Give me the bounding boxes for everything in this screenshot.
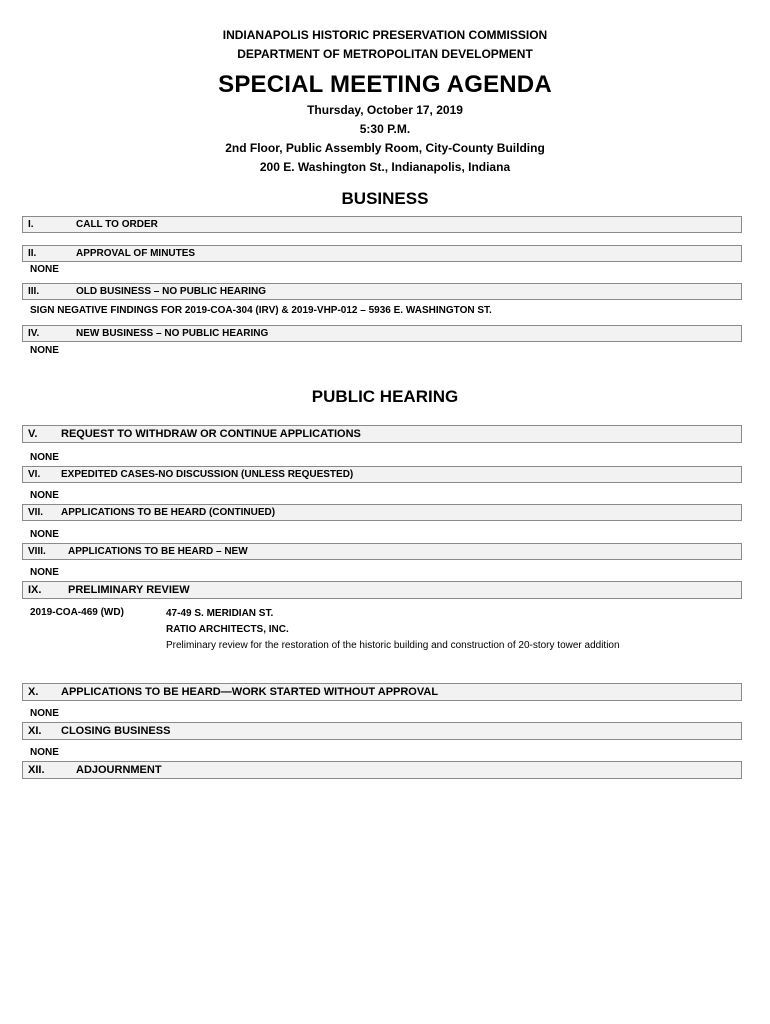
department-name: DEPARTMENT OF METROPOLITAN DEVELOPMENT (237, 47, 533, 61)
item-number: II. (28, 248, 37, 259)
business-heading: BUSINESS (341, 189, 429, 208)
item-label: CALL TO ORDER (76, 219, 158, 230)
item-number: V. (28, 428, 38, 440)
agenda-item-x (22, 683, 742, 701)
item-number: IX. (28, 584, 42, 596)
item-number: XII. (28, 764, 45, 776)
item-note: NONE (30, 345, 59, 356)
case-id: 2019-COA-469 (WD) (30, 607, 124, 618)
public-hearing-heading: PUBLIC HEARING (311, 387, 459, 406)
item-label: OLD BUSINESS – NO PUBLIC HEARING (76, 286, 267, 297)
agenda-item-v (22, 425, 742, 443)
item-note: NONE (30, 490, 59, 501)
item-number: XI. (28, 725, 42, 737)
page-title: SPECIAL MEETING AGENDA (218, 71, 552, 98)
meeting-date: Thursday, October 17, 2019 (307, 103, 463, 117)
case-address: 47-49 S. MERIDIAN ST. (166, 608, 274, 619)
agenda-item-xi (22, 722, 742, 740)
item-number: X. (28, 686, 39, 698)
item-label: PRELIMINARY REVIEW (68, 584, 190, 596)
meeting-time: 5:30 P.M. (359, 122, 411, 136)
agenda-item-ix (22, 581, 742, 599)
item-label: CLOSING BUSINESS (61, 725, 171, 737)
case-details (166, 606, 636, 654)
item-note: NONE (30, 529, 59, 540)
item-note: NONE (30, 264, 59, 275)
agenda-item-iv (22, 325, 742, 342)
agenda-item-viii (22, 543, 742, 560)
item-note: SIGN NEGATIVE FINDINGS FOR 2019-COA-304 (IRV) & 2019-VHP-012 – 5936 E. WASHINGTON ST. (30, 305, 492, 316)
item-label: APPLICATIONS TO BE HEARD—WORK STARTED WITHOUT APPROVAL (61, 686, 439, 698)
item-label: ADJOURNMENT (76, 764, 162, 776)
item-note: NONE (30, 567, 59, 578)
item-note: NONE (30, 452, 59, 463)
item-note: NONE (30, 708, 59, 719)
agenda-item-vii (22, 504, 742, 521)
agenda-item-ii (22, 245, 742, 262)
agenda-item-i (22, 216, 742, 233)
item-label: APPLICATIONS TO BE HEARD – NEW (68, 546, 248, 557)
item-number: III. (28, 286, 40, 297)
item-label: NEW BUSINESS – NO PUBLIC HEARING (76, 328, 269, 339)
item-number: VII. (28, 507, 44, 518)
item-label: EXPEDITED CASES-NO DISCUSSION (UNLESS REQUESTED) (61, 469, 354, 480)
agenda-header (0, 26, 770, 177)
item-number: VI. (28, 469, 41, 480)
item-number: I. (28, 219, 34, 230)
item-label: REQUEST TO WITHDRAW OR CONTINUE APPLICATIONS (61, 428, 361, 440)
agenda-item-vi (22, 466, 742, 483)
case-applicant: RATIO ARCHITECTS, INC. (166, 624, 289, 635)
item-number: VIII. (28, 546, 46, 557)
agenda-item-iii (22, 283, 742, 300)
item-number: IV. (28, 328, 40, 339)
case-description: Preliminary review for the restoration of the historic building and construction of 20-story tower addition (166, 640, 620, 651)
item-label: APPLICATIONS TO BE HEARD (CONTINUED) (61, 507, 276, 518)
item-note: NONE (30, 747, 59, 758)
agenda-item-xii (22, 761, 742, 779)
org-name: INDIANAPOLIS HISTORIC PRESERVATION COMMISSION (222, 28, 548, 42)
meeting-location: 2nd Floor, Public Assembly Room, City-County Building (225, 141, 545, 155)
meeting-address: 200 E. Washington St., Indianapolis, Indiana (259, 160, 511, 174)
item-label: APPROVAL OF MINUTES (76, 248, 196, 259)
